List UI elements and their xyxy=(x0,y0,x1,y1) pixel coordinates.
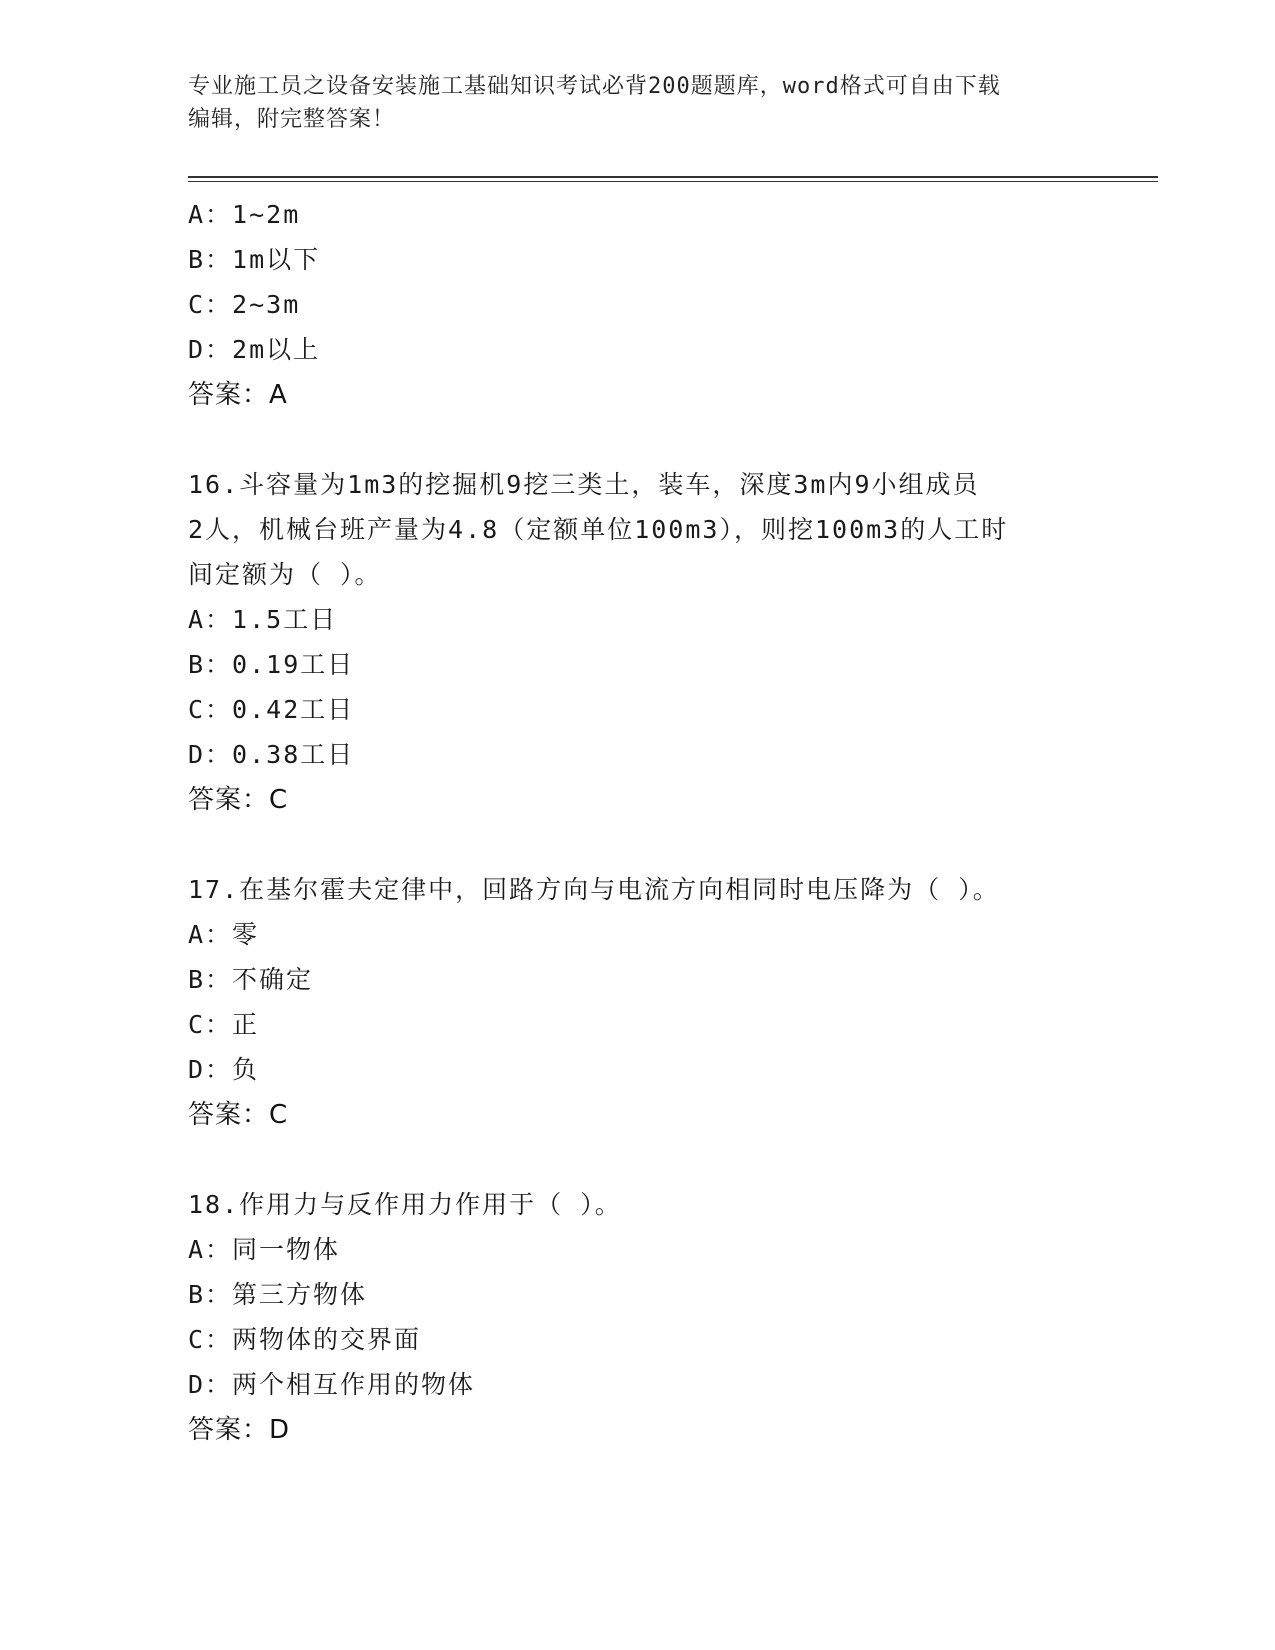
option-d: D：0.38工日 xyxy=(188,740,355,769)
option-d: D：两个相互作用的物体 xyxy=(188,1370,476,1399)
option-b: B：第三方物体 xyxy=(188,1280,368,1309)
question-text-line: 17.在基尔霍夫定律中，回路方向与电流方向相同时电压降为（ ）。 xyxy=(188,875,1000,904)
question-text-line: 间定额为（ ）。 xyxy=(188,560,382,589)
question-text-line: 16.斗容量为1m3的挖掘机9挖三类土，装车，深度3m内9小组成员 xyxy=(188,470,980,499)
option-b: B：1m以下 xyxy=(188,245,321,274)
question-15 xyxy=(188,192,1158,418)
option-b: B：0.19工日 xyxy=(188,650,355,679)
header-line-2: 编辑，附完整答案！ xyxy=(188,107,396,132)
question-text-line: 18.作用力与反作用力作用于（ ）。 xyxy=(188,1190,622,1219)
question-17 xyxy=(188,867,1158,1138)
question-16 xyxy=(188,462,1158,823)
option-c: C：2~3m xyxy=(188,290,301,319)
question-18 xyxy=(188,1182,1158,1453)
option-a: A：1~2m xyxy=(188,200,301,229)
document-page xyxy=(188,70,1158,1453)
option-d: D：负 xyxy=(188,1055,260,1084)
answer-label: 答案：D xyxy=(188,1415,291,1445)
question-content xyxy=(188,192,1158,1453)
option-a: A：零 xyxy=(188,920,260,949)
option-c: C：正 xyxy=(188,1010,260,1039)
option-d: D：2m以上 xyxy=(188,335,321,364)
spacer xyxy=(188,1138,1158,1182)
document-header xyxy=(188,70,1088,136)
option-a: A：同一物体 xyxy=(188,1235,341,1264)
option-a: A：1.5工日 xyxy=(188,605,338,634)
header-divider xyxy=(188,176,1158,182)
answer-label: 答案：A xyxy=(188,380,288,410)
answer-label: 答案：C xyxy=(188,785,289,815)
option-c: C：0.42工日 xyxy=(188,695,355,724)
spacer xyxy=(188,823,1158,867)
spacer xyxy=(188,418,1158,462)
question-text-line: 2人，机械台班产量为4.8（定额单位100m3），则挖100m3的人工时 xyxy=(188,515,1009,544)
option-c: C：两物体的交界面 xyxy=(188,1325,422,1354)
answer-label: 答案：C xyxy=(188,1100,289,1130)
header-line-1: 专业施工员之设备安装施工基础知识考试必背200题题库，word格式可自由下载 xyxy=(188,74,1001,99)
option-b: B：不确定 xyxy=(188,965,314,994)
